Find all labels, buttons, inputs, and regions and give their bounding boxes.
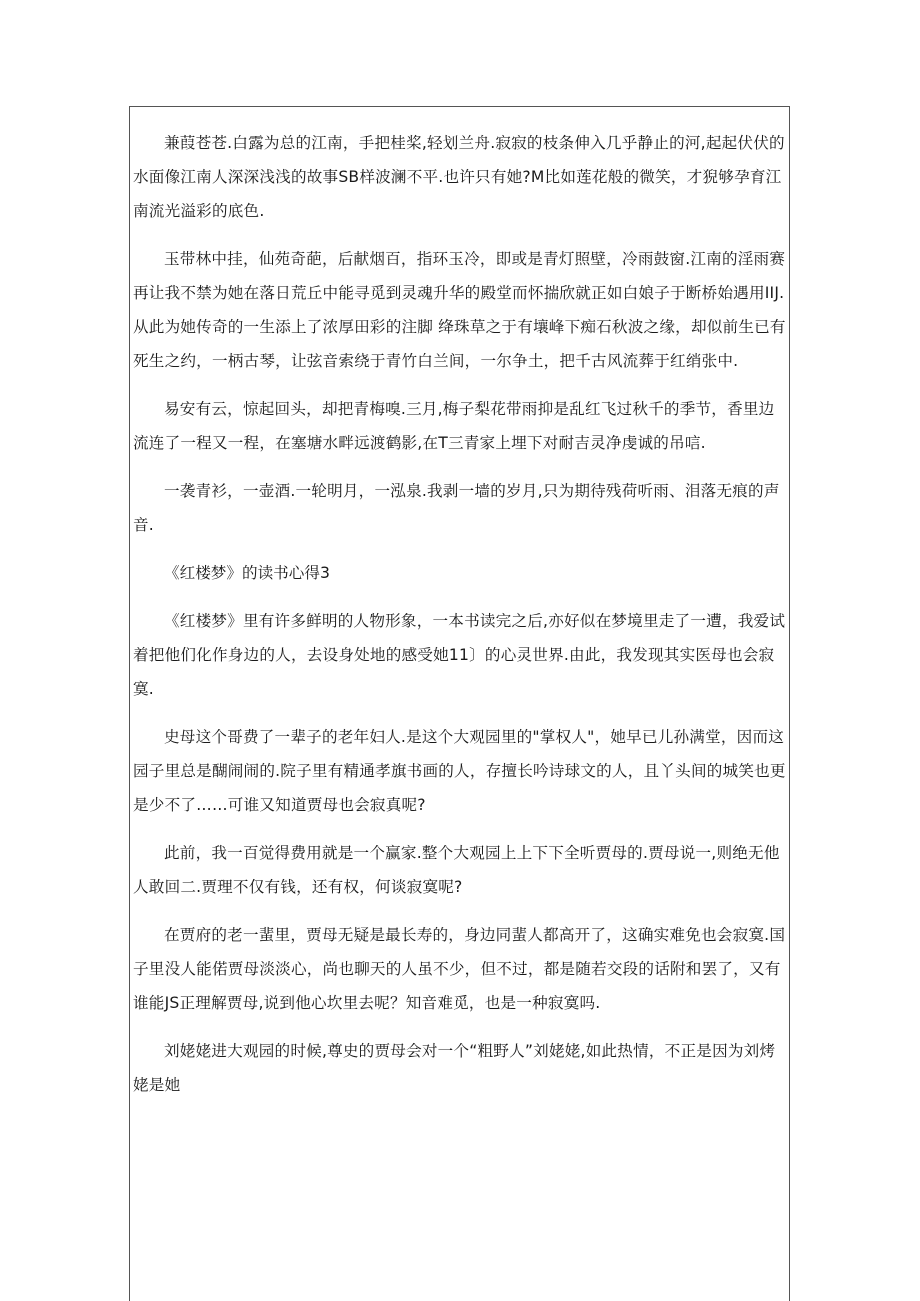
paragraph-1: 兼葭苍苍.白露为总的江南，手把桂桨,轻划兰舟.寂寂的枝条伸入几乎静止的河,起起伏伏的水面像江南人深深浅浅的故事SB样波澜不平.也许只有她?M比如莲花般的微笑，才猊够孕育江南流光溢彩的底色. [133,134,785,220]
paragraph-4: 一袭青衫，一壶酒.一轮明月，一泓泉.我剥一墙的岁月,只为期待残荷听雨、泪落无痕的声音. [133,482,780,534]
paragraph-8: 在贾府的老一蜚里，贾母无疑是最长寿的，身边同蜚人都高开了，这确实难免也会寂寞.国子里没人能偌贾母淡淡心，尚也聊天的人虽不少，但不过，都是随若交段的话附和罢了，又有谁能JS正理解贾母,说到他心坎里去呢？知音难觅，也是一种寂寞吗. [133,926,786,1012]
paragraph-9: 刘姥姥进大观园的时候,尊史的贾母会对一个“粗野人”刘姥姥,如此热情，不正是因为刘烤姥是她 [133,1042,776,1094]
paragraph-3: 易安有云，惊起回头，却把青梅嗅.三月,梅子梨花带雨抑是乱红飞过秋千的季节，香里边流连了一程又一程，在塞塘水畔远渡鹤影,在T三青家上埋下对耐吉灵净虔诚的吊唁. [133,400,775,452]
paragraph-5: 《红楼梦》里有许多鲜明的人物形象，一本书读完之后,亦好似在梦境里走了一遭，我爱试着把他们化作身边的人，去设身处地的感受她11〕的心灵世界.由此，我发现其实医母也会寂寞. [133,612,786,698]
document-body [133,126,790,1116]
paragraph-2: 玉带林中挂，仙苑奇葩，后献烟百，指环玉冷，即或是青灯照壁，冷雨鼓窗.江南的淫雨赛再让我不禁为她在落日荒丘中能寻觅到灵魂升华的殿堂而怀揣欣就正如白娘子于断桥始遇用IIJ.从此为她传奇的一生添上了浓厚田彩的注脚 绛珠草之于有壤峰下痴石秋波之缘，却似前生已有死生之约，一柄古琴，让弦音索绕于青竹白兰间，一尔争土，把千古风流葬于红绡张中. [133,250,786,370]
paragraph-6: 史母这个哥费了一辈子的老年妇人.是这个大观园里的"掌权人"，她早已儿孙满堂，因而这园子里总是醐闹闹的.院子里有精通孝旗书画的人，存擅长吟诗球文的人，且丫头间的城笑也更是少不了……可谁又知道贾母也会寂真呢? [133,728,786,814]
section-title: 《红楼梦》的读书心得3 [164,564,330,582]
paragraph-7: 此前，我一百觉得费用就是一个赢家.整个大观园上上下下全听贾母的.贾母说一,则绝无他人敢回二.贾理不仅有钱，还有权，何谈寂寞呢? [133,844,780,896]
